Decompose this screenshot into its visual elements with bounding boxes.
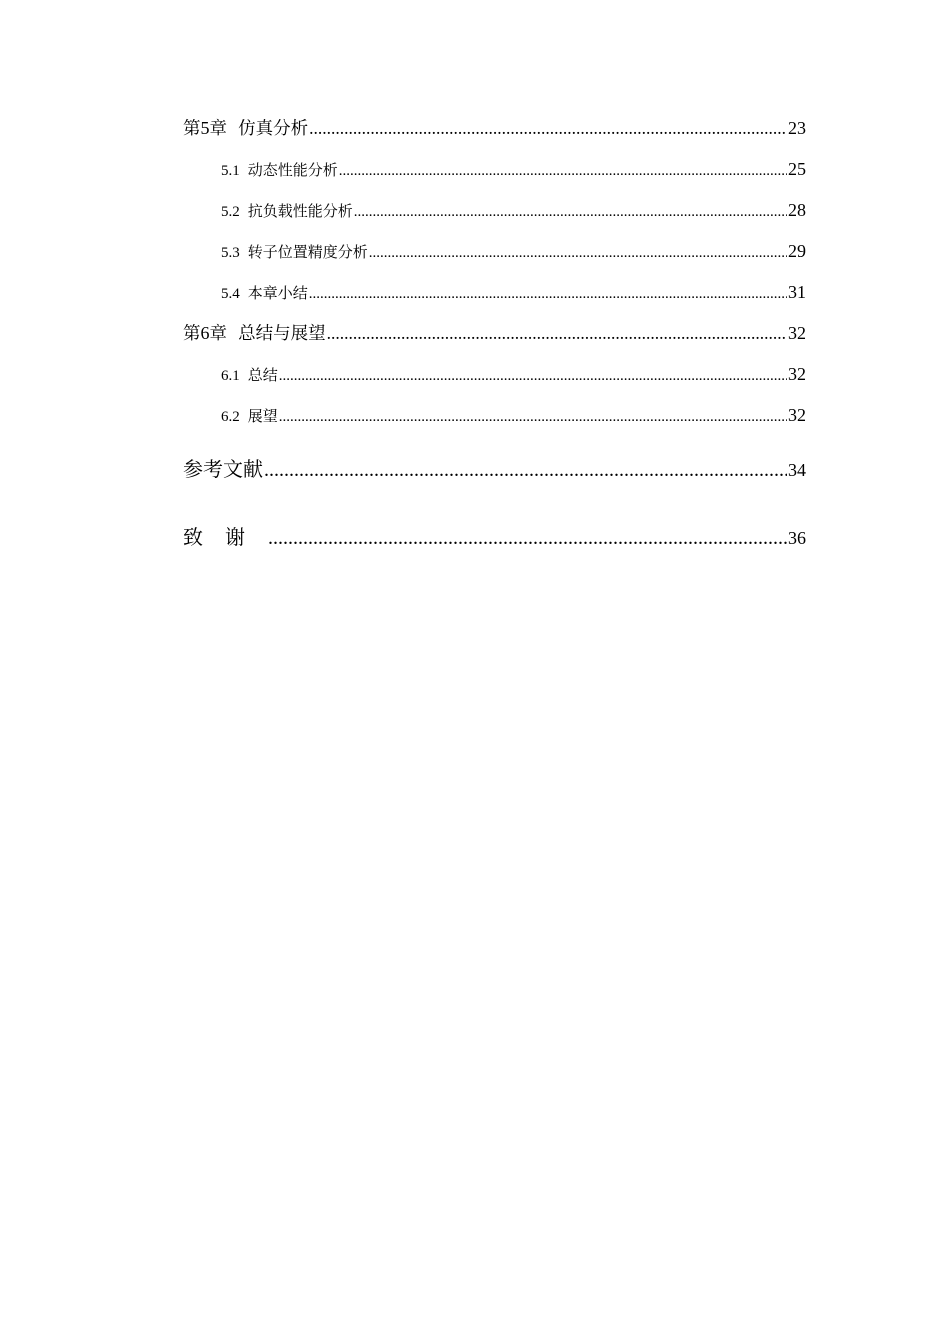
toc-section-6-2[interactable]: [183, 399, 806, 440]
dot-leader: [339, 155, 787, 187]
page-number: 31: [788, 282, 806, 302]
table-of-contents: [183, 112, 806, 559]
dot-leader: [309, 278, 787, 310]
toc-chapter-5[interactable]: [183, 112, 806, 153]
dot-leader: [309, 112, 787, 144]
toc-chapter-6[interactable]: [183, 317, 806, 358]
toc-chapter-5-title: 第5章 仿真分析: [183, 118, 309, 139]
toc-section-5-4[interactable]: [183, 276, 806, 317]
toc-section-6-1[interactable]: [183, 358, 806, 399]
toc-section-title: 5.2 抗负载性能分析: [221, 202, 353, 220]
dot-leader: [279, 401, 787, 433]
page-number: 32: [788, 405, 806, 425]
dot-leader: [264, 452, 787, 488]
page-number: 32: [788, 323, 806, 343]
dot-leader: [369, 237, 787, 269]
page-number: 32: [788, 364, 806, 384]
toc-section-title: 6.2 展望: [221, 407, 278, 425]
page-number: 36: [788, 528, 806, 548]
dot-leader: [327, 317, 787, 349]
toc-acknowledgements-title: 致谢: [183, 525, 267, 549]
page-number: 29: [788, 241, 806, 261]
toc-references[interactable]: [183, 451, 806, 508]
toc-section-title: 6.1 总结: [221, 366, 278, 384]
toc-section-5-3[interactable]: [183, 235, 806, 276]
dot-leader: [279, 360, 787, 392]
dot-leader: [354, 196, 787, 228]
page-number: 25: [788, 159, 806, 179]
dot-leader: [268, 520, 787, 556]
toc-section-title: 5.4 本章小结: [221, 284, 308, 302]
toc-section-title: 5.1 动态性能分析: [221, 161, 338, 179]
page-number: 34: [788, 460, 806, 480]
toc-chapter-6-title: 第6章 总结与展望: [183, 323, 326, 344]
toc-acknowledgements[interactable]: [183, 519, 806, 559]
page-number: 28: [788, 200, 806, 220]
toc-section-title: 5.3 转子位置精度分析: [221, 243, 368, 261]
toc-section-5-2[interactable]: [183, 194, 806, 235]
toc-section-5-1[interactable]: [183, 153, 806, 194]
page-number: 23: [788, 118, 806, 138]
toc-references-title: 参考文献: [183, 457, 263, 481]
